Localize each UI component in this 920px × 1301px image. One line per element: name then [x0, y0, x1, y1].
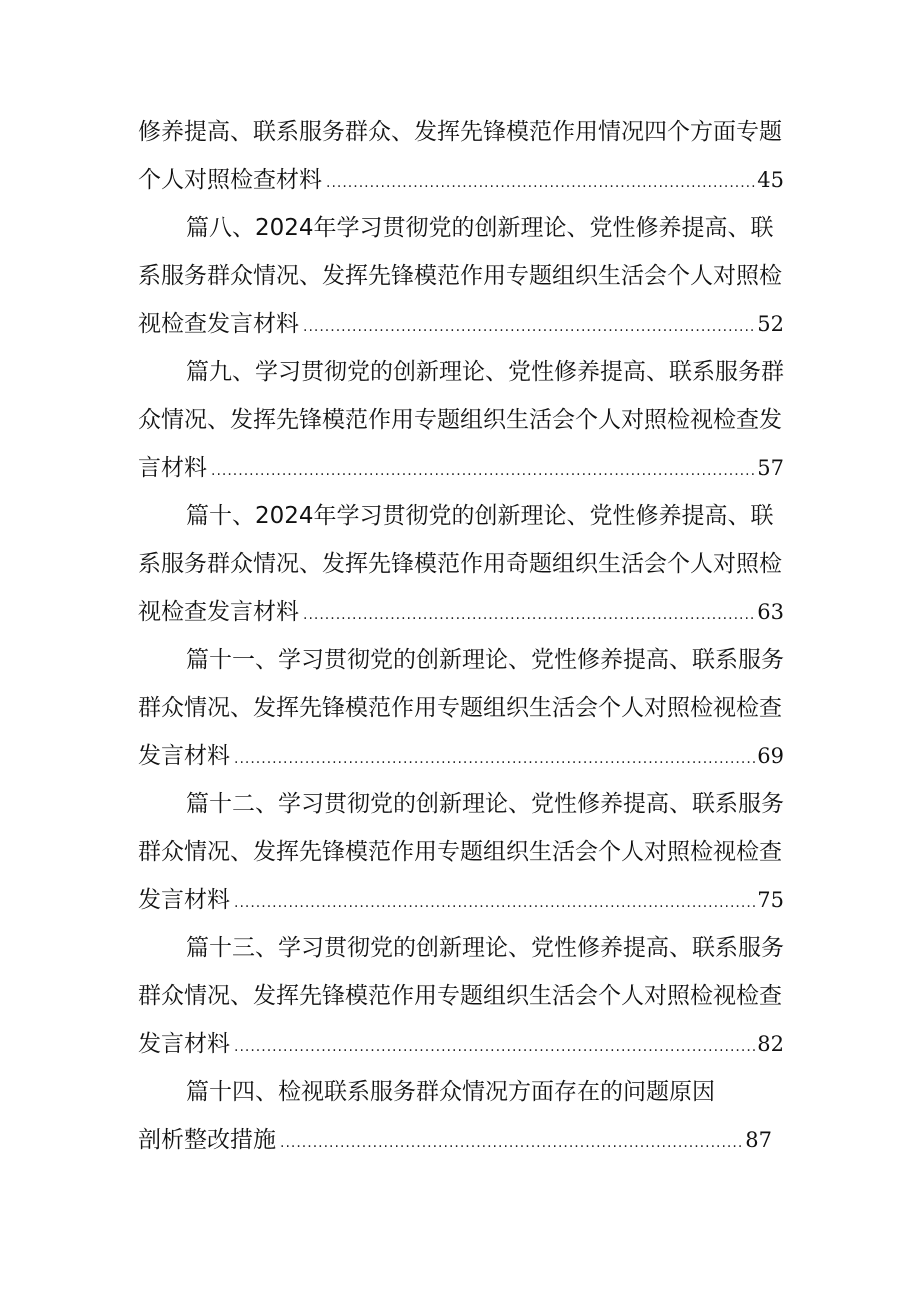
toc-entry-text: 剖析整改措施	[138, 1127, 276, 1153]
toc-entry-line: 篇十、2024年学习贯彻党的创新理论、党性修养提高、联	[186, 503, 774, 529]
toc-entry-line: 群众情况、发挥先锋模范作用专题组织生活会个人对照检视检查	[138, 839, 782, 865]
toc-entry-line: 篇八、2024年学习贯彻党的创新理论、党性修养提高、联	[186, 215, 774, 241]
toc-entry-line	[138, 732, 784, 780]
toc-entry-line: 系服务群众情况、发挥先锋模范作用专题组织生活会个人对照检	[138, 263, 782, 289]
toc-entry-line: 修养提高、联系服务群众、发挥先锋模范作用情况四个方面专题	[138, 119, 782, 145]
toc-entry[interactable]	[138, 108, 784, 204]
toc-entry-line	[138, 1020, 784, 1068]
page-number: 87	[745, 1128, 772, 1152]
toc-entry-line: 篇十一、学习贯彻党的创新理论、党性修养提高、联系服务	[186, 647, 784, 673]
toc-entry[interactable]	[138, 204, 784, 348]
toc-entry-line: 众情况、发挥先锋模范作用专题组织生活会个人对照检视检查发	[138, 407, 782, 433]
toc-entry-line	[138, 588, 784, 636]
toc-entry-line	[138, 444, 784, 492]
toc-entry-line	[138, 1116, 772, 1164]
page-number: 52	[757, 312, 784, 336]
toc-entry-text: 言材料	[138, 455, 207, 481]
toc-entry-line: 系服务群众情况、发挥先锋模范作用奇题组织生活会个人对照检	[138, 551, 782, 577]
toc-entry-text: 发言材料	[138, 743, 230, 769]
dot-leader	[280, 1119, 743, 1164]
toc-entry-text: 视检查发言材料	[138, 311, 299, 337]
dot-leader	[234, 1023, 755, 1068]
dot-leader	[326, 159, 755, 204]
toc-entry-line: 篇十二、学习贯彻党的创新理论、党性修养提高、联系服务	[186, 791, 784, 817]
dot-leader	[211, 447, 755, 492]
toc-entry-line: 群众情况、发挥先锋模范作用专题组织生活会个人对照检视检查	[138, 695, 782, 721]
toc-entry[interactable]	[138, 636, 784, 780]
dot-leader	[303, 591, 755, 636]
toc-entry-text: 个人对照检查材料	[138, 167, 322, 193]
toc-entry-text: 发言材料	[138, 887, 230, 913]
dot-leader	[303, 303, 755, 348]
toc-entry-text: 视检查发言材料	[138, 599, 299, 625]
toc-entry-line	[138, 300, 784, 348]
toc-entry-line: 篇九、学习贯彻党的创新理论、党性修养提高、联系服务群	[186, 359, 784, 385]
page-number: 75	[757, 888, 784, 912]
page-number: 69	[757, 744, 784, 768]
toc-entry-line	[138, 876, 784, 924]
toc-entry[interactable]	[138, 924, 784, 1068]
toc-entry[interactable]	[138, 780, 784, 924]
toc-entry[interactable]	[138, 1068, 784, 1164]
page-number: 82	[757, 1032, 784, 1056]
toc-entry-line: 篇十四、检视联系服务群众情况方面存在的问题原因	[186, 1079, 715, 1105]
page-number: 57	[757, 456, 784, 480]
toc-entry-line: 篇十三、学习贯彻党的创新理论、党性修养提高、联系服务	[186, 935, 784, 961]
page-number: 63	[757, 600, 784, 624]
toc-entry-line: 群众情况、发挥先锋模范作用专题组织生活会个人对照检视检查	[138, 983, 782, 1009]
toc-entry-line	[138, 156, 784, 204]
page-number: 45	[757, 168, 784, 192]
toc-entry[interactable]	[138, 492, 784, 636]
toc-entry-text: 发言材料	[138, 1031, 230, 1057]
table-of-contents	[138, 108, 784, 1164]
dot-leader	[234, 879, 755, 924]
dot-leader	[234, 735, 755, 780]
toc-entry[interactable]	[138, 348, 784, 492]
